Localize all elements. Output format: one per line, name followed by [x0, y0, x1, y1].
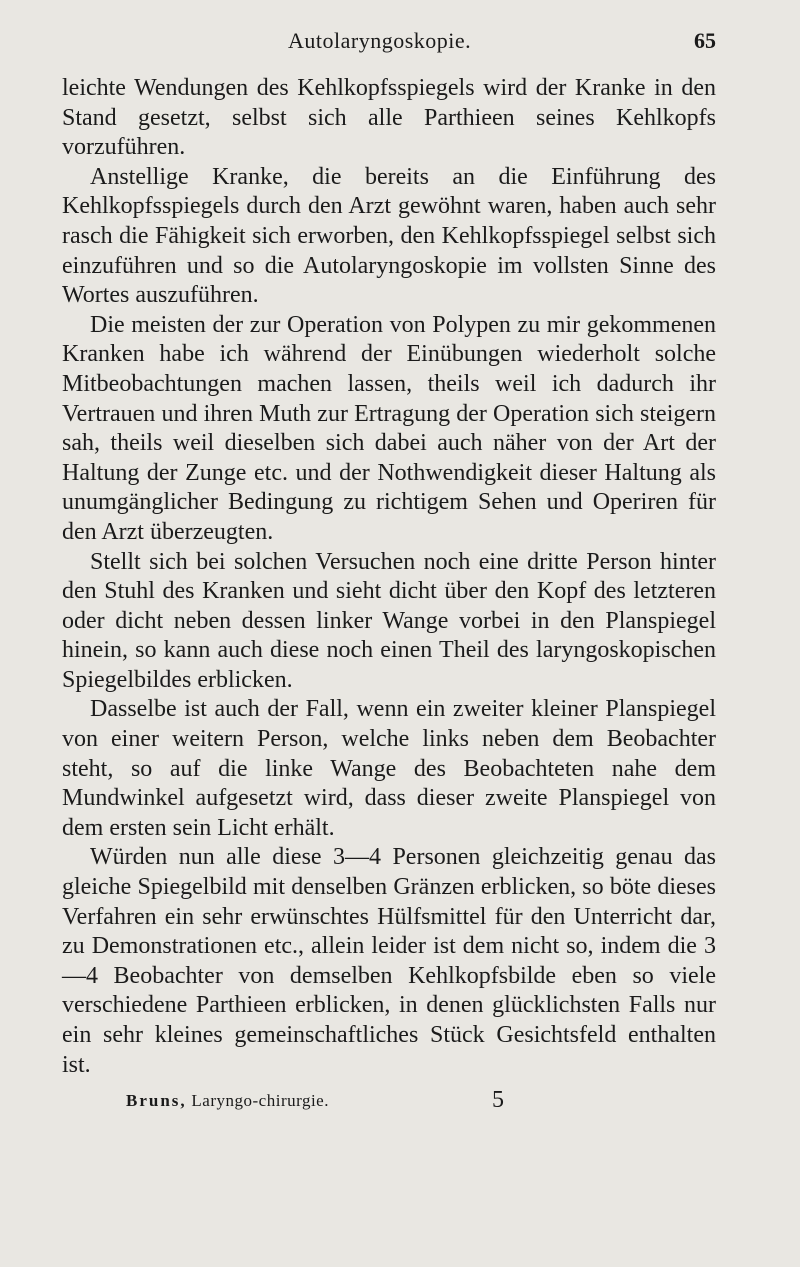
footer-author: Bruns,: [126, 1091, 187, 1110]
signature-mark: 5: [492, 1087, 504, 1113]
paragraph: Anstellige Kranke, die bereits an die Einführung des Kehlkopfsspiegels durch den Arzt gewöhnt waren, haben auch sehr rasch die Fähigkeit sich erworben, den Kehlkopfsspiegel selbst sich einzuführen und so die Autolaryngoskopie im vollsten Sinne des Wortes auszuführen.: [62, 163, 716, 309]
paragraph: Würden nun alle diese 3—4 Personen gleichzeitig genau das gleiche Spiegelbild mit denselben Gränzen erblicken, so böte dieses Verfahren ein sehr erwünschtes Hülfsmittel für den Unterricht dar, zu Demonstrationen etc., allein leider ist dem nicht so, indem die 3—4 Beobachter von demselben Kehlkopfsbilde eben so viele verschiedene Parthieen erblicken, in denen glücklichsten Falls nur ein sehr kleines gemeinschaftliches Stück Gesichtsfeld enthalten ist.: [62, 844, 716, 1078]
footer-work-title: Laryngo-chirurgie.: [191, 1091, 329, 1110]
paragraph: Stellt sich bei solchen Versuchen noch eine dritte Person hinter den Stuhl des Kranken und sieht dicht über den Kopf des letzteren oder dicht neben dessen linker Wange vorbei in den Planspiegel hinein, so kann auch diese noch einen Theil des laryngoskopischen Spiegelbildes erblicken.: [62, 548, 716, 693]
body-text: [62, 74, 716, 1080]
running-title: Autolaryngoskopie.: [288, 28, 472, 53]
paragraph: Die meisten der zur Operation von Polypen zu mir gekommenen Kranken habe ich während der Einübungen wiederholt solche Mitbeobachtungen machen lassen, theils weil ich dadurch ihr Vertrauen und ihren Muth zur Ertragung der Operation sich steigern sah, theils weil dieselben sich dabei auch näher von der Art der Haltung der Zunge etc. und der Nothwendigkeit dieser Haltung als unumgänglicher Bedingung zu richtigem Sehen und Operiren für den Arzt überzeugten.: [62, 311, 716, 545]
paragraph: leichte Wendungen des Kehlkopfsspiegels wird der Kranke in den Stand gesetzt, selbst sich alle Parthieen seines Kehlkopfs vorzuführen.: [62, 75, 716, 161]
page-number: 65: [694, 28, 716, 53]
paragraph: Dasselbe ist auch der Fall, wenn ein zweiter kleiner Planspiegel von einer weitern Person, welche links neben dem Beobachter steht, so auf die linke Wange des Beobachteten nahe dem Mundwinkel aufgesetzt wird, dass dieser zweite Planspiegel von dem ersten sein Licht erhält.: [62, 696, 716, 841]
footer-signature: [126, 1091, 329, 1111]
